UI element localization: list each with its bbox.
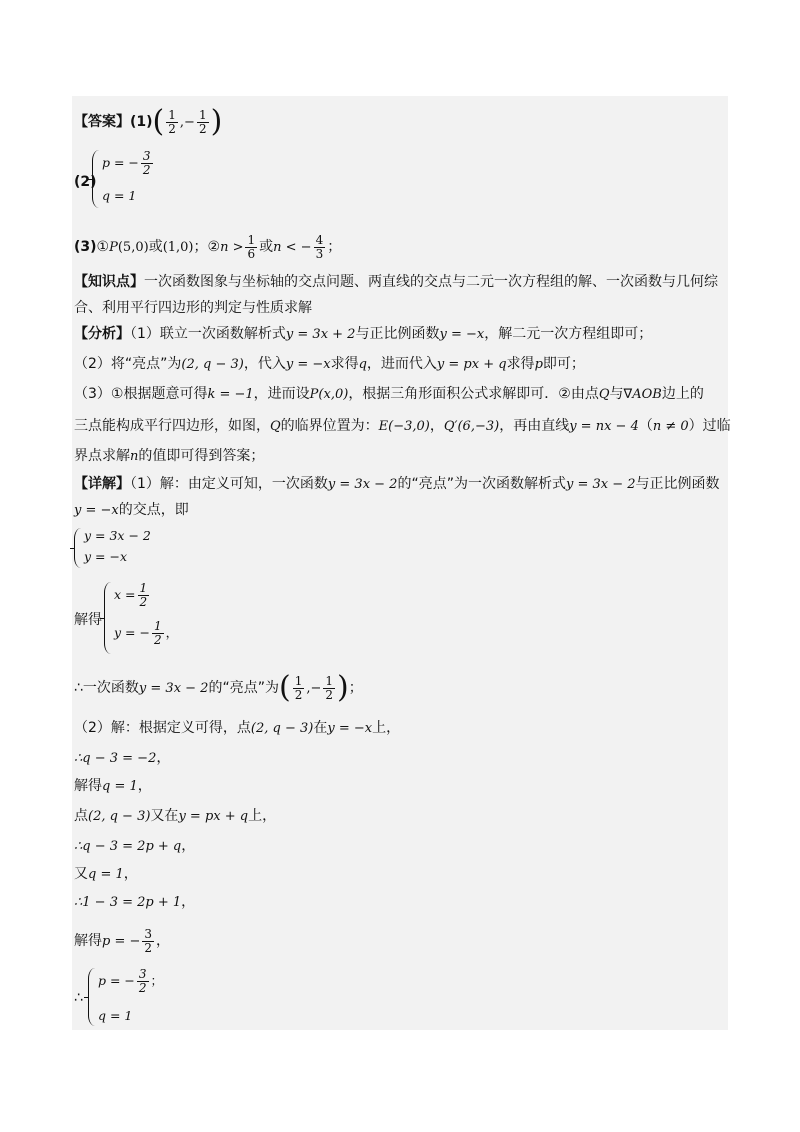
text: ，根据三角形面积公式求解即可．②由点 [348,386,599,402]
math-expression: n ≠ 0 [652,419,689,434]
text: 求得 [330,356,359,372]
knowledge-line-2: 合、利用平行四边形的判定与性质求解 [74,300,312,316]
analysis-line-4 [74,416,731,437]
answer-part2-label: (2) [74,174,97,190]
system-row: q = 1 [102,188,137,203]
text: ， [123,866,138,882]
fraction-numerator: 4 [315,232,324,247]
fraction [314,234,326,261]
minus-sign: − [184,115,195,130]
therefore-symbol: ∴ [74,680,83,696]
text: ； [150,973,164,988]
detail-line-8 [74,836,195,857]
text: ；② [193,239,221,255]
knowledge-line-1 [74,272,718,292]
fraction [152,620,164,647]
equation-system [74,526,194,570]
fraction [166,109,178,136]
detail-line-10 [74,892,195,913]
fraction [141,150,153,177]
coordinate: (5,0) [117,240,149,255]
answer-part1 [74,106,222,138]
system-row: y = 3x − 2 [84,528,151,543]
text: （1）联立一次函数解析式 [130,326,286,342]
math-expression: y = 3x − 2 [138,681,209,696]
triangle-icon: ∇ [623,387,633,402]
text: 解得 [74,933,102,949]
math-expression: q = 1 [88,867,124,882]
detail-line-4 [74,718,400,739]
equation-text: p = − [98,973,135,988]
fraction-numerator: 1 [325,673,334,688]
equation-text: p = − [102,155,139,170]
brace-icon [74,528,81,568]
analysis-line-2 [74,354,585,375]
math-var: n [130,449,139,464]
equation-system [104,580,184,656]
equation-text: x = [114,587,136,602]
fraction-denominator: 2 [142,163,151,177]
text: 边上的 [661,386,704,402]
text: ，进而设 [253,386,310,402]
paren-open: ( [278,670,291,705]
text: ，进而代入 [366,356,437,372]
detail-line-11 [74,924,170,958]
text: ， [156,750,171,766]
answer-part1-label: (1) [130,114,153,130]
math-expression: (2, q − 3) [250,721,314,736]
math-expression: ∴q − 3 = −2 [74,751,157,766]
text: ， [429,418,444,434]
knowledge-text: 一次函数图象与坐标轴的交点问题、两直线的交点与二元一次方程组的解、一次函数与几何综 [144,274,718,290]
math-expression: (2, q − 3) [181,357,244,372]
text: 解得 [74,778,102,794]
math-expression: y = nx − 4 [569,419,639,434]
math-expression: y = 3x − 2 [327,477,398,492]
math-expression: y = 3x − 2 [565,477,636,492]
text: 的“亮点”为一次函数解析式 [397,476,566,492]
fraction [142,928,154,955]
answer-part3-label: (3) [74,239,97,255]
detail-line-3 [74,670,363,706]
math-expression: q = 1 [102,779,138,794]
brace-icon [104,582,111,654]
fraction-numerator: 1 [168,107,176,122]
knowledge-label: 【知识点】 [74,274,144,290]
fraction [293,675,305,702]
fraction-numerator: 3 [138,967,147,981]
inequality: n > [220,240,244,255]
fraction [138,582,150,609]
math-expression: y = −x [285,357,331,372]
detail-line-1 [74,474,720,495]
math-expression: ∴q − 3 = 2p + q [74,839,182,854]
detail-line-6 [74,776,152,797]
therefore-symbol: ∴ [74,990,83,1006]
text: 的交点，即 [118,502,189,518]
text: 界点求解 [74,448,130,464]
text: 三点能构成平行四边形，如图， [74,418,270,434]
fraction [137,968,149,995]
math-expression: ∴1 − 3 = 2p + 1 [74,895,182,910]
inequality: n < − [273,240,312,255]
analysis-line-5 [74,446,264,467]
math-expression: P(x,0) [309,387,349,402]
comma: , [306,681,311,696]
math-expression: y = −x [327,721,373,736]
fraction-numerator: 1 [247,232,256,247]
analysis-label: 【分析】 [74,326,130,342]
coordinate: (1,0) [162,240,194,255]
solve-label: 解得 [74,612,102,628]
math-expression: Q′(6,−3) [443,419,500,434]
text: 一次函数 [82,680,139,696]
system-row: y = −x [84,549,128,564]
analysis-line-3 [74,384,704,405]
text: 上， [372,720,401,736]
fraction-denominator: 2 [198,121,207,136]
fraction-denominator: 2 [138,981,147,995]
equation-system [92,148,202,210]
fraction [197,109,209,136]
comma: , [179,115,185,130]
fraction-numerator: 1 [139,581,148,595]
minus-sign: − [310,681,322,696]
math-expression: y = 3x + 2 [285,327,356,342]
math-var: q [358,357,367,372]
math-var: AOB [632,387,662,402]
answer-label: 【答案】 [74,114,130,130]
detail-label: 【详解】 [74,476,130,492]
math-expression: y = −x [74,503,119,518]
math-expression: y = px + q [436,357,507,372]
fraction-numerator: 3 [144,926,153,941]
fraction-numerator: 1 [153,619,162,633]
text: ， [181,894,196,910]
text: ， [181,838,196,854]
system-row [114,582,151,609]
text: （1）解：由定义可知，一次函数 [130,476,328,492]
fraction-denominator: 2 [168,121,176,136]
system-row [114,620,178,647]
detail-line-2 [74,500,189,521]
text: ， [156,933,171,949]
math-expression: y = −x [439,327,485,342]
text: 与正比例函数 [355,326,440,342]
fraction-denominator: 3 [315,246,324,261]
fraction-denominator: 6 [247,246,256,261]
text: 点 [74,808,88,824]
fraction-numerator: 1 [294,673,303,688]
fraction-numerator: 3 [142,149,151,163]
system-row: q = 1 [98,1008,133,1023]
fraction-denominator: 2 [144,940,153,955]
fraction-denominator: 2 [139,595,148,609]
math-var: Q [270,419,281,434]
text: 的“亮点”为 [208,680,279,696]
text: ， [165,625,179,640]
text: 在 [313,720,328,736]
text: 又在 [150,808,179,824]
equation-text: y = − [114,625,150,640]
brace-icon [92,150,99,208]
text: （ [638,418,653,434]
fraction [323,675,335,702]
answer-part3 [74,230,341,264]
fraction [245,234,257,261]
paren-close: ) [337,670,349,705]
text: 与正比例函数 [635,476,720,492]
text: 求得 [506,356,535,372]
system-row [102,150,155,177]
text: （3）①根据题意可得 [74,386,208,402]
math-expression: k = −1 [207,387,254,402]
circled-number: ① [96,239,110,255]
fraction-denominator: 2 [294,687,303,702]
equation-system [88,966,198,1028]
math-var: P [109,240,118,255]
detail-line-9 [74,864,138,885]
text: ，再由直线 [499,418,570,434]
text: ）过临 [688,418,731,434]
text: 即可； [542,356,585,372]
text: ； [327,239,342,255]
text: ； [348,680,363,696]
brace-icon [88,968,95,1026]
fraction-denominator: 2 [153,633,162,647]
text: 与 [609,386,624,402]
system-row [98,968,163,995]
text: 又 [74,866,88,882]
text: ，解二元一次方程组即可； [484,326,653,342]
text: ，代入 [243,356,286,372]
detail-line-5 [74,748,170,769]
math-expression: E(−3,0) [378,419,430,434]
text: ， [137,778,152,794]
fraction-denominator: 2 [325,687,334,702]
fraction-numerator: 1 [198,107,207,122]
text: （2）解：根据定义可得，点 [74,720,251,736]
text: 的临界位置为： [280,418,379,434]
math-expression: y = px + q [178,809,249,824]
math-expression: (2, q − 3) [88,809,151,824]
text: 的值即可得到答案； [138,448,265,464]
math-var: p [534,357,543,372]
paren-close: ) [210,104,223,139]
analysis-line-1 [74,324,652,345]
text: 上， [248,808,277,824]
paren-open: ( [152,104,165,139]
math-var: Q [598,387,610,402]
text: （2）将“亮点”为 [74,356,182,372]
detail-line-7 [74,806,276,827]
text: 或 [148,239,163,255]
math-expression: p = − [102,934,141,949]
text: 或 [259,239,274,255]
